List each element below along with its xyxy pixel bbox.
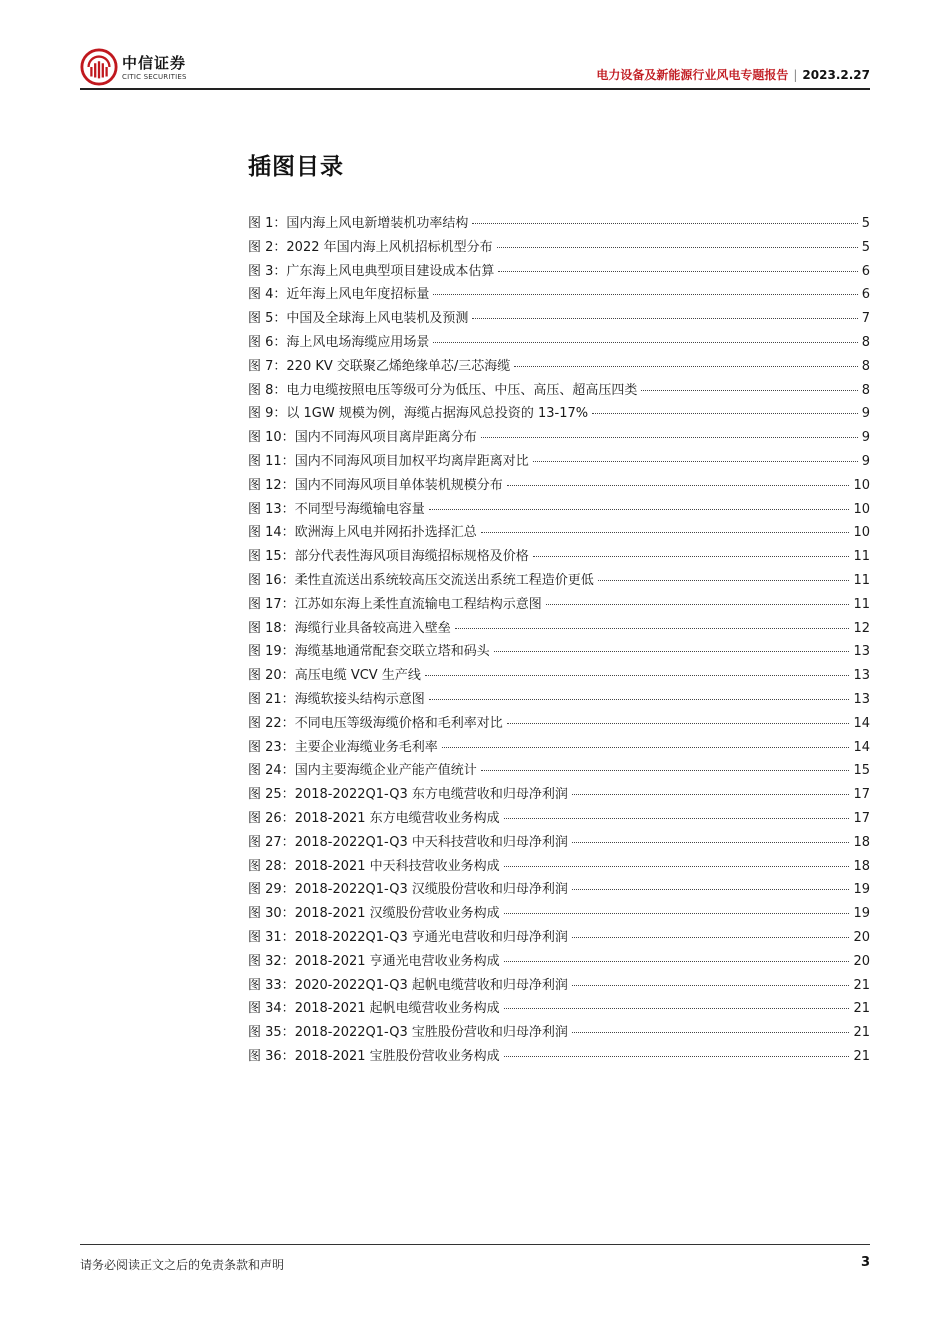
toc-entry[interactable]	[248, 307, 870, 331]
toc-entry-page: 5	[861, 239, 870, 255]
header-separator: |	[793, 68, 798, 82]
toc-dot-leader	[572, 985, 850, 986]
toc-entry-page: 20	[853, 953, 870, 969]
toc-entry[interactable]	[248, 236, 870, 260]
toc-entry[interactable]	[248, 355, 870, 379]
toc-entry[interactable]	[248, 569, 870, 593]
toc-entry-number: 图 6：	[248, 334, 287, 350]
toc-dot-leader	[429, 509, 850, 510]
toc-entry-page: 19	[853, 906, 870, 922]
toc-entry[interactable]	[248, 950, 870, 974]
toc-entry-number: 图 26：	[248, 810, 295, 826]
toc-entry-label: 2018-2021 起帆电缆营收业务构成	[294, 1001, 500, 1017]
toc-entry-number: 图 34：	[248, 1001, 295, 1017]
citic-logo	[80, 46, 210, 90]
toc-entry[interactable]	[248, 593, 870, 617]
toc-entry-label: 中国及全球海上风电装机及预测	[286, 311, 469, 327]
toc-entry-number: 图 8：	[248, 382, 287, 398]
toc-entry-label: 主要企业海缆业务毛利率	[294, 739, 438, 755]
toc-dot-leader	[533, 461, 858, 462]
toc-entry-number: 图 21：	[248, 691, 295, 707]
toc-dot-leader	[572, 889, 850, 890]
toc-entry-label: 2018-2022Q1-Q3 亨通光电营收和归母净利润	[294, 929, 568, 945]
toc-entry-number: 图 1：	[248, 216, 287, 231]
footer-divider	[80, 1244, 870, 1245]
toc-entry[interactable]	[248, 379, 870, 403]
toc-entry-label: 以 1GW 规模为例，海缆占据海风总投资的 13-17%	[286, 406, 589, 422]
toc-entry[interactable]	[248, 331, 870, 355]
toc-entry-page: 10	[853, 525, 870, 541]
toc-entry-label: 柔性直流送出系统较高压交流送出系统工程造价更低	[294, 572, 594, 588]
toc-entry-page: 11	[853, 572, 870, 588]
page-number: 3	[860, 1255, 870, 1270]
toc-dot-leader	[504, 961, 850, 962]
toc-entry-number: 图 4：	[248, 287, 287, 303]
toc-entry-page: 6	[861, 263, 870, 279]
toc-entry-number: 图 9：	[248, 406, 287, 422]
toc-dot-leader	[504, 1008, 850, 1009]
toc-entry[interactable]	[248, 759, 870, 783]
toc-entry[interactable]	[248, 521, 870, 545]
toc-entry-label: 2018-2021 中天科技营收业务构成	[294, 858, 500, 874]
toc-entry-number: 图 31：	[248, 929, 295, 945]
toc-entry-label: 电力电缆按照电压等级可分为低压、中压、高压、超高压四类	[286, 382, 638, 398]
toc-entry-page: 11	[853, 549, 870, 565]
toc-entry-label: 国内不同海风项目离岸距离分布	[294, 430, 477, 446]
toc-entry-page: 6	[861, 287, 870, 303]
toc-entry-page: 10	[853, 501, 870, 517]
toc-entry-label: 2018-2022Q1-Q3 东方电缆营收和归母净利润	[294, 787, 568, 803]
toc-dot-leader	[572, 842, 850, 843]
toc-entry[interactable]	[248, 283, 870, 307]
toc-entry-page: 7	[861, 311, 870, 327]
toc-dot-leader	[572, 1032, 850, 1033]
toc-entry-label: 2018-2021 东方电缆营收业务构成	[294, 810, 500, 826]
toc-entry-page: 17	[853, 787, 870, 803]
report-date: 2023.2.27	[802, 68, 870, 82]
logo-chinese-name: 中信证券	[122, 54, 187, 72]
toc-entry-page: 9	[861, 406, 870, 422]
toc-entry-page: 18	[853, 858, 870, 874]
toc-entry[interactable]	[248, 926, 870, 950]
toc-dot-leader	[498, 271, 857, 272]
toc-entry[interactable]	[248, 1045, 870, 1069]
toc-entry-label: 部分代表性海风项目海缆招标规格及价格	[294, 549, 529, 565]
toc-entry[interactable]	[248, 664, 870, 688]
footer-disclaimer: 请务必阅读正文之后的免责条款和声明	[80, 1258, 285, 1272]
toc-entry-page: 17	[853, 810, 870, 826]
toc-entry-page: 8	[861, 382, 870, 398]
toc-dot-leader	[429, 699, 850, 700]
toc-entry-page: 9	[861, 430, 870, 446]
logo-english-name: CITIC SECURITIES	[122, 73, 187, 81]
toc-entry-label: 海缆行业具备较高进入壁垒	[294, 620, 451, 636]
toc-entry-number: 图 3：	[248, 263, 287, 279]
toc-entry-page: 11	[853, 596, 870, 612]
toc-entry-page: 13	[853, 644, 870, 660]
toc-entry-label: 近年海上风电年度招标量	[286, 287, 430, 303]
toc-entry-page: 15	[853, 763, 870, 779]
toc-entry-label: 不同电压等级海缆价格和毛利率对比	[294, 715, 503, 731]
toc-dot-leader	[514, 366, 857, 367]
toc-dot-leader	[481, 770, 850, 771]
toc-entry-label: 高压电缆 VCV 生产线	[294, 668, 421, 684]
toc-entry-label: 江苏如东海上柔性直流输电工程结构示意图	[294, 596, 542, 612]
toc-entry[interactable]	[248, 974, 870, 998]
toc-entry-page: 5	[861, 216, 870, 231]
toc-entry-label: 220 KV 交联聚乙烯绝缘单芯/三芯海缆	[286, 358, 511, 374]
toc-entry-label: 2018-2022Q1-Q3 中天科技营收和归母净利润	[294, 834, 568, 850]
toc-entry-label: 海缆软接头结构示意图	[294, 691, 425, 707]
toc-entry[interactable]	[248, 1021, 870, 1045]
toc-entry-label: 2022 年国内海上风机招标机型分布	[286, 239, 493, 255]
toc-entry[interactable]	[248, 902, 870, 926]
toc-dot-leader	[481, 437, 858, 438]
toc-dot-leader	[507, 485, 850, 486]
toc-entry[interactable]	[248, 688, 870, 712]
toc-dot-leader	[572, 937, 850, 938]
toc-entry[interactable]	[248, 450, 870, 474]
toc-dot-leader	[507, 723, 850, 724]
toc-dot-leader	[455, 628, 850, 629]
toc-entry-number: 图 22：	[248, 715, 295, 731]
toc-dot-leader	[442, 747, 850, 748]
toc-entry-number: 图 32：	[248, 953, 295, 969]
toc-entry-label: 2018-2021 宝胜股份营收业务构成	[294, 1048, 500, 1064]
toc-entry-label: 2018-2022Q1-Q3 宝胜股份营收和归母净利润	[294, 1025, 568, 1041]
toc-dot-leader	[425, 675, 850, 676]
toc-entry[interactable]	[248, 712, 870, 736]
toc-entry-number: 图 15：	[248, 549, 295, 565]
toc-entry-label: 欧洲海上风电并网拓扑选择汇总	[294, 525, 477, 541]
toc-entry-page: 13	[853, 668, 870, 684]
toc-entry-page: 21	[853, 1048, 870, 1064]
toc-entry[interactable]	[248, 617, 870, 641]
toc-entry-number: 图 30：	[248, 906, 295, 922]
toc-dot-leader	[504, 818, 850, 819]
toc-entry-number: 图 25：	[248, 787, 295, 803]
toc-entry-label: 2018-2022Q1-Q3 汉缆股份营收和归母净利润	[294, 882, 568, 898]
toc-entry[interactable]	[248, 736, 870, 760]
toc-entry[interactable]	[248, 498, 870, 522]
toc-entry[interactable]	[248, 545, 870, 569]
toc-entry-number: 图 14：	[248, 525, 295, 541]
toc-entry-page: 19	[853, 882, 870, 898]
toc-entry-number: 图 16：	[248, 572, 295, 588]
toc-entry-page: 9	[861, 453, 870, 469]
figure-list	[248, 212, 870, 1069]
toc-entry-label: 国内海上风电新增装机功率结构	[286, 216, 469, 231]
toc-entry-label: 不同型号海缆输电容量	[294, 501, 425, 517]
toc-entry[interactable]	[248, 807, 870, 831]
toc-entry-number: 图 35：	[248, 1025, 295, 1041]
toc-entry-label: 国内主要海缆企业产能产值统计	[294, 763, 477, 779]
toc-entry-number: 图 23：	[248, 739, 295, 755]
page-header	[80, 44, 870, 94]
toc-entry-page: 21	[853, 1001, 870, 1017]
toc-entry-number: 图 18：	[248, 620, 295, 636]
toc-entry-label: 海上风电场海缆应用场景	[286, 334, 430, 350]
toc-entry-number: 图 11：	[248, 453, 295, 469]
toc-entry-number: 图 29：	[248, 882, 295, 898]
toc-entry-label: 广东海上风电典型项目建设成本估算	[286, 263, 495, 279]
toc-dot-leader	[497, 247, 858, 248]
toc-entry-number: 图 13：	[248, 501, 295, 517]
toc-dot-leader	[533, 556, 850, 557]
toc-entry[interactable]	[248, 640, 870, 664]
toc-entry-number: 图 5：	[248, 311, 287, 327]
toc-dot-leader	[481, 532, 850, 533]
toc-entry[interactable]	[248, 402, 870, 426]
toc-dot-leader	[504, 1056, 850, 1057]
toc-entry-number: 图 33：	[248, 977, 295, 993]
toc-entry-page: 8	[861, 358, 870, 374]
toc-entry[interactable]	[248, 212, 870, 236]
toc-entry-label: 国内不同海风项目加权平均离岸距离对比	[294, 453, 529, 469]
toc-dot-leader	[572, 794, 850, 795]
toc-entry-page: 21	[853, 977, 870, 993]
toc-dot-leader	[472, 223, 857, 224]
toc-entry[interactable]	[248, 831, 870, 855]
toc-dot-leader	[504, 913, 850, 914]
toc-entry-page: 14	[853, 715, 870, 731]
toc-entry[interactable]	[248, 878, 870, 902]
toc-entry-page: 10	[853, 477, 870, 493]
toc-entry-number: 图 10：	[248, 430, 295, 446]
toc-entry[interactable]	[248, 474, 870, 498]
toc-entry-number: 图 17：	[248, 596, 295, 612]
toc-entry-number: 图 12：	[248, 477, 295, 493]
toc-entry-page: 21	[853, 1025, 870, 1041]
toc-entry-number: 图 36：	[248, 1048, 295, 1064]
toc-entry-number: 图 7：	[248, 358, 287, 374]
citic-logo-icon	[80, 48, 118, 86]
toc-entry[interactable]	[248, 855, 870, 879]
toc-entry-label: 海缆基地通常配套交联立塔和码头	[294, 644, 490, 660]
toc-dot-leader	[433, 294, 857, 295]
toc-entry-page: 8	[861, 334, 870, 350]
toc-dot-leader	[546, 604, 850, 605]
toc-entry[interactable]	[248, 426, 870, 450]
toc-entry-page: 18	[853, 834, 870, 850]
toc-dot-leader	[592, 413, 858, 414]
header-divider	[80, 88, 870, 90]
toc-entry-page: 20	[853, 929, 870, 945]
toc-title: 插图目录	[248, 154, 344, 180]
toc-entry[interactable]	[248, 260, 870, 284]
toc-entry[interactable]	[248, 783, 870, 807]
toc-entry-label: 2020-2022Q1-Q3 起帆电缆营收和归母净利润	[294, 977, 568, 993]
toc-entry-number: 图 20：	[248, 668, 295, 684]
toc-entry-page: 13	[853, 691, 870, 707]
toc-dot-leader	[433, 342, 857, 343]
toc-entry-number: 图 24：	[248, 763, 295, 779]
toc-dot-leader	[504, 866, 850, 867]
toc-entry-number: 图 27：	[248, 834, 295, 850]
toc-entry-label: 2018-2021 亨通光电营收业务构成	[294, 953, 500, 969]
toc-entry-number: 图 28：	[248, 858, 295, 874]
report-info	[596, 66, 870, 83]
toc-dot-leader	[641, 390, 857, 391]
toc-entry-label: 2018-2021 汉缆股份营收业务构成	[294, 906, 500, 922]
toc-dot-leader	[472, 318, 857, 319]
toc-entry[interactable]	[248, 997, 870, 1021]
toc-dot-leader	[494, 651, 850, 652]
report-name: 电力设备及新能源行业风电专题报告	[596, 68, 789, 82]
toc-entry-page: 12	[853, 620, 870, 636]
toc-entry-page: 14	[853, 739, 870, 755]
toc-entry-number: 图 19：	[248, 644, 295, 660]
toc-dot-leader	[598, 580, 850, 581]
toc-entry-label: 国内不同海风项目单体装机规模分布	[294, 477, 503, 493]
toc-entry-number: 图 2：	[248, 239, 287, 255]
